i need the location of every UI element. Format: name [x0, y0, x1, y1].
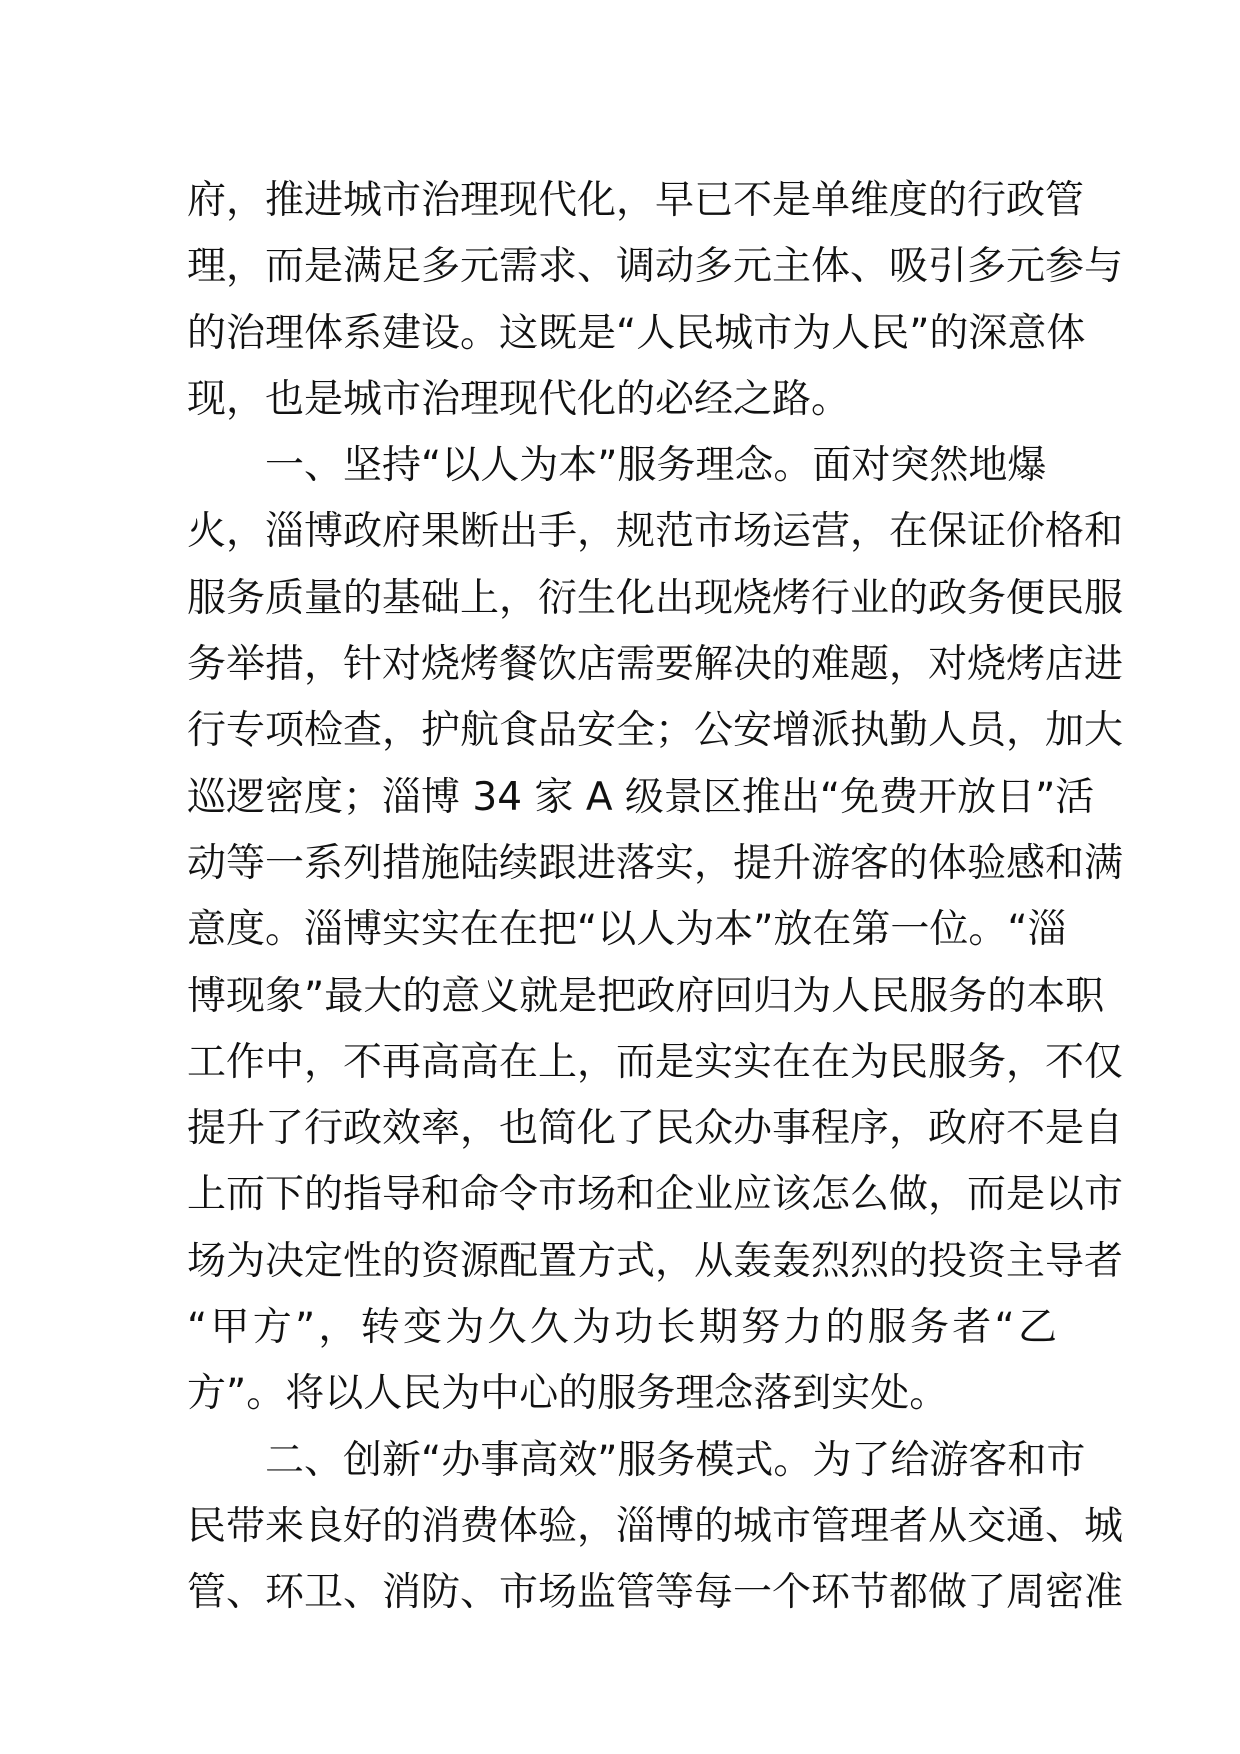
- paragraph: [187, 168, 1124, 433]
- text-line: 巡逻密度；淄博 34 家 A 级景区推出“免费开放日”活: [187, 774, 1095, 820]
- paragraph: [187, 1428, 1124, 1627]
- text-line: 博现象”最大的意义就是把政府回归为人民服务的本职: [187, 973, 1105, 1019]
- text-line: “甲方”，转变为久久为功长期努力的服务者“乙: [187, 1305, 1057, 1351]
- text-line: 管、环卫、消防、市场监管等每一个环节都做了周密准: [187, 1570, 1124, 1616]
- text-line: 务举措，针对烧烤餐饮店需要解决的难题，对烧烤店进: [187, 642, 1124, 688]
- text-line: 的治理体系建设。这既是“人民城市为人民”的深意体: [187, 310, 1086, 356]
- text-line: 上而下的指导和命令市场和企业应该怎么做，而是以市: [187, 1172, 1124, 1218]
- text-line: 现，也是城市治理现代化的必经之路。: [187, 376, 851, 422]
- text-line: 工作中，不再高高在上，而是实实在在为民服务，不仅: [187, 1039, 1124, 1085]
- text-line: 服务质量的基础上，衍生化出现烧烤行业的政务便民服: [187, 575, 1124, 621]
- text-line: 方”。将以人民为中心的服务理念落到实处。: [187, 1371, 949, 1417]
- text-line: 提升了行政效率，也简化了民众办事程序，政府不是自: [187, 1106, 1124, 1152]
- text-line: 场为决定性的资源配置方式，从轰轰烈烈的投资主导者: [187, 1238, 1124, 1284]
- text-line: 府，推进城市治理现代化，早已不是单维度的行政管: [187, 178, 1085, 223]
- text-line: 行专项检查，护航食品安全；公安增派执勤人员，加大: [187, 708, 1124, 754]
- section-heading-line: 二、创新“办事高效”服务模式。为了给游客和市: [265, 1437, 1086, 1483]
- text-line: 民带来良好的消费体验，淄博的城市管理者从交通、城: [187, 1503, 1124, 1549]
- text-line: 理，而是满足多元需求、调动多元主体、吸引多元参与: [187, 244, 1124, 290]
- paragraph: [187, 433, 1124, 1427]
- text-line: 意度。淄博实实在在把“以人为本”放在第一位。“淄: [187, 907, 1067, 953]
- text-line: 动等一系列措施陆续跟进落实，提升游客的体验感和满: [187, 840, 1124, 886]
- section-heading-line: 一、坚持“以人为本”服务理念。面对突然地爆: [265, 443, 1047, 489]
- body-text: [187, 168, 1124, 1627]
- text-line: 火，淄博政府果断出手，规范市场运营，在保证价格和: [187, 509, 1124, 555]
